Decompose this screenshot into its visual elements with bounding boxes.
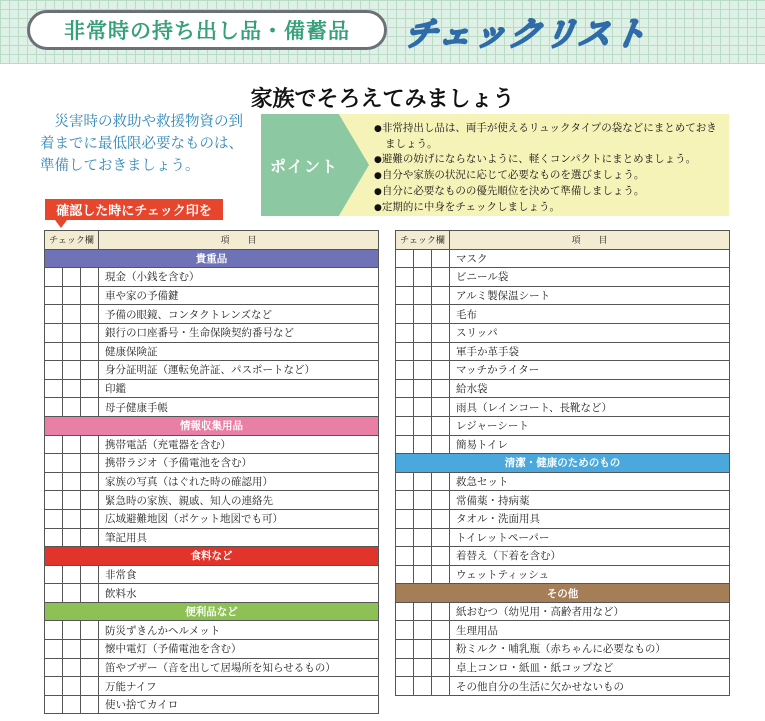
check-box[interactable] bbox=[81, 342, 99, 361]
check-box[interactable] bbox=[432, 323, 450, 342]
item-label: レジャーシート bbox=[450, 416, 730, 435]
check-box[interactable] bbox=[63, 565, 81, 584]
table-header-row bbox=[45, 231, 379, 250]
right-checklist-table bbox=[395, 230, 730, 696]
checklist-row bbox=[45, 435, 379, 454]
check-box[interactable] bbox=[414, 379, 432, 398]
check-box[interactable] bbox=[432, 491, 450, 510]
check-box[interactable] bbox=[63, 658, 81, 677]
item-label: 常備薬・持病薬 bbox=[450, 491, 730, 510]
category-row-hygiene bbox=[396, 454, 730, 473]
check-box[interactable] bbox=[396, 398, 414, 417]
checklist-row bbox=[45, 323, 379, 342]
check-box[interactable] bbox=[81, 435, 99, 454]
item-label: 緊急時の家族、親戚、知人の連絡先 bbox=[99, 491, 379, 510]
category-row-valuables bbox=[45, 249, 379, 268]
check-box[interactable] bbox=[63, 435, 81, 454]
check-box[interactable] bbox=[63, 286, 81, 305]
point-list bbox=[374, 121, 724, 216]
checklist-row bbox=[396, 249, 730, 268]
item-label: 懐中電灯（予備電池を含む） bbox=[99, 640, 379, 659]
checklist-row bbox=[396, 565, 730, 584]
check-box[interactable] bbox=[396, 472, 414, 491]
check-box[interactable] bbox=[396, 658, 414, 677]
check-box[interactable] bbox=[414, 286, 432, 305]
checklist-row bbox=[45, 621, 379, 640]
check-box[interactable] bbox=[396, 268, 414, 287]
category-title: 清潔・健康のためのもの bbox=[396, 454, 730, 473]
check-box[interactable] bbox=[63, 323, 81, 342]
page-subtitle: 家族でそろえてみましょう bbox=[250, 87, 515, 112]
point-item: ● 自分や家族の状況に応じて必要なものを選びましょう。 bbox=[374, 168, 724, 184]
check-box[interactable] bbox=[45, 361, 63, 380]
item-label: 卓上コンロ・紙皿・紙コップなど bbox=[450, 658, 730, 677]
check-box[interactable] bbox=[396, 509, 414, 528]
check-box[interactable] bbox=[432, 398, 450, 417]
item-label: トイレットペーパー bbox=[450, 528, 730, 547]
check-box[interactable] bbox=[81, 305, 99, 324]
checklist-row bbox=[45, 584, 379, 603]
check-box[interactable] bbox=[45, 435, 63, 454]
checklist-row bbox=[45, 342, 379, 361]
check-box[interactable] bbox=[81, 695, 99, 714]
check-box[interactable] bbox=[81, 584, 99, 603]
check-box[interactable] bbox=[45, 472, 63, 491]
item-label: その他自分の生活に欠かせないもの bbox=[450, 677, 730, 696]
item-label: 軍手か革手袋 bbox=[450, 342, 730, 361]
check-box[interactable] bbox=[81, 472, 99, 491]
check-box[interactable] bbox=[81, 565, 99, 584]
category-row-info-gathering bbox=[45, 416, 379, 435]
check-box[interactable] bbox=[63, 584, 81, 603]
check-box[interactable] bbox=[81, 658, 99, 677]
check-box[interactable] bbox=[414, 528, 432, 547]
item-label: 健康保険証 bbox=[99, 342, 379, 361]
check-box[interactable] bbox=[414, 547, 432, 566]
check-box[interactable] bbox=[63, 509, 81, 528]
item-label: 雨具（レインコート、長靴など） bbox=[450, 398, 730, 417]
check-box[interactable] bbox=[432, 621, 450, 640]
category-title: 食料など bbox=[45, 547, 379, 566]
check-column-header: チェック欄 bbox=[45, 231, 99, 250]
check-box[interactable] bbox=[63, 379, 81, 398]
item-label: 銀行の口座番号・生命保険契約番号など bbox=[99, 323, 379, 342]
check-box[interactable] bbox=[414, 268, 432, 287]
check-box[interactable] bbox=[414, 305, 432, 324]
check-box[interactable] bbox=[45, 398, 63, 417]
check-column-header: チェック欄 bbox=[396, 231, 450, 250]
check-box[interactable] bbox=[414, 323, 432, 342]
check-box[interactable] bbox=[63, 398, 81, 417]
check-box[interactable] bbox=[81, 677, 99, 696]
check-box[interactable] bbox=[432, 435, 450, 454]
check-box[interactable] bbox=[414, 249, 432, 268]
point-item: ● 定期的に中身をチェックしましょう。 bbox=[374, 200, 724, 216]
item-label: 防災ずきんかヘルメット bbox=[99, 621, 379, 640]
checklist-row bbox=[45, 509, 379, 528]
check-box[interactable] bbox=[45, 305, 63, 324]
check-box[interactable] bbox=[63, 305, 81, 324]
check-box[interactable] bbox=[432, 677, 450, 696]
check-box[interactable] bbox=[81, 268, 99, 287]
checklist-row bbox=[396, 472, 730, 491]
point-item: ● 自分に必要なものの優先順位を決めて準備しましょう。 bbox=[374, 184, 724, 200]
item-label: 紙おむつ（幼児用・高齢者用など） bbox=[450, 602, 730, 621]
check-box[interactable] bbox=[414, 491, 432, 510]
check-box[interactable] bbox=[45, 286, 63, 305]
check-box[interactable] bbox=[45, 454, 63, 473]
check-box[interactable] bbox=[396, 528, 414, 547]
item-label: 家族の写真（はぐれた時の確認用） bbox=[99, 472, 379, 491]
item-label: 飲料水 bbox=[99, 584, 379, 603]
check-box[interactable] bbox=[396, 416, 414, 435]
check-box[interactable] bbox=[432, 658, 450, 677]
category-row-convenience bbox=[45, 602, 379, 621]
check-box[interactable] bbox=[81, 323, 99, 342]
check-box[interactable] bbox=[45, 658, 63, 677]
check-instruction-banner: 確認した時にチェック印を bbox=[45, 199, 223, 220]
check-box[interactable] bbox=[81, 286, 99, 305]
checklist-row bbox=[45, 268, 379, 287]
category-row-food bbox=[45, 547, 379, 566]
checklist-row bbox=[396, 398, 730, 417]
check-box[interactable] bbox=[432, 640, 450, 659]
item-label: マスク bbox=[450, 249, 730, 268]
check-box[interactable] bbox=[45, 677, 63, 696]
check-box[interactable] bbox=[414, 658, 432, 677]
check-box[interactable] bbox=[45, 584, 63, 603]
item-column-header: 項 目 bbox=[99, 231, 379, 250]
item-label: タオル・洗面用具 bbox=[450, 509, 730, 528]
item-label: 印鑑 bbox=[99, 379, 379, 398]
checklist-row bbox=[396, 416, 730, 435]
check-box[interactable] bbox=[414, 621, 432, 640]
check-box[interactable] bbox=[414, 565, 432, 584]
check-box[interactable] bbox=[432, 361, 450, 380]
item-label: 母子健康手帳 bbox=[99, 398, 379, 417]
item-column-header: 項 目 bbox=[450, 231, 730, 250]
checklist-row bbox=[396, 677, 730, 696]
checklist-row bbox=[45, 305, 379, 324]
item-label: 生理用品 bbox=[450, 621, 730, 640]
category-row-other bbox=[396, 584, 730, 603]
check-box[interactable] bbox=[45, 509, 63, 528]
check-box[interactable] bbox=[432, 286, 450, 305]
check-box[interactable] bbox=[432, 528, 450, 547]
check-box[interactable] bbox=[396, 305, 414, 324]
check-box[interactable] bbox=[81, 454, 99, 473]
check-box[interactable] bbox=[63, 621, 81, 640]
check-box[interactable] bbox=[432, 379, 450, 398]
check-box[interactable] bbox=[414, 361, 432, 380]
intro-text: 災害時の救助や救援物資の到着までに最低限必要なものは、準備しておきましょう。 bbox=[40, 114, 243, 174]
category-title: その他 bbox=[396, 584, 730, 603]
check-box[interactable] bbox=[45, 565, 63, 584]
checklist-row bbox=[396, 435, 730, 454]
category-title: 情報収集用品 bbox=[45, 416, 379, 435]
checklist-row bbox=[396, 658, 730, 677]
check-box[interactable] bbox=[414, 677, 432, 696]
check-box[interactable] bbox=[432, 602, 450, 621]
checklist-row bbox=[396, 286, 730, 305]
checklist-row bbox=[45, 361, 379, 380]
check-box[interactable] bbox=[45, 342, 63, 361]
item-label: 携帯電話（充電器を含む） bbox=[99, 435, 379, 454]
check-box[interactable] bbox=[63, 361, 81, 380]
check-box[interactable] bbox=[63, 677, 81, 696]
checklist-row bbox=[45, 640, 379, 659]
check-box[interactable] bbox=[396, 323, 414, 342]
point-label: ポイント bbox=[270, 157, 339, 176]
check-box[interactable] bbox=[45, 695, 63, 714]
check-box[interactable] bbox=[432, 249, 450, 268]
item-label: 救急セット bbox=[450, 472, 730, 491]
item-label: 毛布 bbox=[450, 305, 730, 324]
checklist-row bbox=[396, 379, 730, 398]
check-box[interactable] bbox=[45, 323, 63, 342]
item-label: 筆記用具 bbox=[99, 528, 379, 547]
checklist-row bbox=[45, 398, 379, 417]
check-box[interactable] bbox=[63, 268, 81, 287]
item-label: ビニール袋 bbox=[450, 268, 730, 287]
check-box[interactable] bbox=[396, 547, 414, 566]
check-box[interactable] bbox=[414, 435, 432, 454]
check-box[interactable] bbox=[45, 491, 63, 510]
check-box[interactable] bbox=[81, 621, 99, 640]
left-checklist-table bbox=[44, 230, 379, 714]
checklist-row bbox=[45, 472, 379, 491]
check-box[interactable] bbox=[414, 472, 432, 491]
checklist-row bbox=[45, 491, 379, 510]
item-label: 着替え（下着を含む） bbox=[450, 547, 730, 566]
check-box[interactable] bbox=[396, 361, 414, 380]
check-box[interactable] bbox=[432, 305, 450, 324]
check-box[interactable] bbox=[432, 472, 450, 491]
check-box[interactable] bbox=[396, 491, 414, 510]
check-box[interactable] bbox=[396, 621, 414, 640]
checklist-row bbox=[396, 547, 730, 566]
checklist-row bbox=[396, 268, 730, 287]
checklist-row bbox=[45, 379, 379, 398]
checklist-row bbox=[396, 305, 730, 324]
checklist-row bbox=[45, 658, 379, 677]
check-box[interactable] bbox=[414, 640, 432, 659]
item-label: マッチかライター bbox=[450, 361, 730, 380]
item-label: 給水袋 bbox=[450, 379, 730, 398]
table-header-row bbox=[396, 231, 730, 250]
item-label: 広域避難地図（ポケット地図でも可） bbox=[99, 509, 379, 528]
point-item: ● 非常持出し品は、両手が使えるリュックタイプの袋などにまとめておきましょう。 bbox=[374, 121, 724, 152]
check-box[interactable] bbox=[81, 379, 99, 398]
checklist-row bbox=[45, 454, 379, 473]
check-box[interactable] bbox=[63, 454, 81, 473]
item-label: 粉ミルク・哺乳瓶（赤ちゃんに必要なもの） bbox=[450, 640, 730, 659]
checklist-row bbox=[45, 528, 379, 547]
check-box[interactable] bbox=[81, 361, 99, 380]
check-box[interactable] bbox=[81, 509, 99, 528]
check-box[interactable] bbox=[63, 491, 81, 510]
checklist-row bbox=[396, 640, 730, 659]
check-box[interactable] bbox=[81, 640, 99, 659]
item-label: アルミ製保温シート bbox=[450, 286, 730, 305]
check-box[interactable] bbox=[63, 342, 81, 361]
checklist-row bbox=[396, 491, 730, 510]
check-box[interactable] bbox=[414, 398, 432, 417]
checklist-row bbox=[396, 323, 730, 342]
check-box[interactable] bbox=[432, 547, 450, 566]
check-box[interactable] bbox=[432, 509, 450, 528]
item-label: 笛やブザー（音を出して居場所を知らせるもの） bbox=[99, 658, 379, 677]
check-box[interactable] bbox=[45, 621, 63, 640]
check-box[interactable] bbox=[81, 528, 99, 547]
check-box[interactable] bbox=[45, 640, 63, 659]
check-box[interactable] bbox=[81, 398, 99, 417]
checklist-row bbox=[396, 342, 730, 361]
check-box[interactable] bbox=[432, 565, 450, 584]
item-label: 使い捨てカイロ bbox=[99, 695, 379, 714]
check-box[interactable] bbox=[414, 416, 432, 435]
check-box[interactable] bbox=[396, 249, 414, 268]
checklist-row bbox=[45, 677, 379, 696]
checklist-row bbox=[396, 361, 730, 380]
item-label: 携帯ラジオ（予備電池を含む） bbox=[99, 454, 379, 473]
item-label: ウェットティッシュ bbox=[450, 565, 730, 584]
check-box[interactable] bbox=[63, 695, 81, 714]
check-box[interactable] bbox=[396, 342, 414, 361]
checklist-row bbox=[45, 695, 379, 714]
check-box[interactable] bbox=[414, 509, 432, 528]
check-box[interactable] bbox=[396, 286, 414, 305]
check-box[interactable] bbox=[63, 640, 81, 659]
checklist-row bbox=[45, 565, 379, 584]
point-item: ● 避難の妨げにならないように、軽くコンパクトにまとめましょう。 bbox=[374, 152, 724, 168]
check-box[interactable] bbox=[63, 472, 81, 491]
category-title: 貴重品 bbox=[45, 249, 379, 268]
check-box[interactable] bbox=[414, 602, 432, 621]
checklist-row bbox=[396, 509, 730, 528]
check-box[interactable] bbox=[396, 379, 414, 398]
check-box[interactable] bbox=[396, 677, 414, 696]
check-box[interactable] bbox=[45, 528, 63, 547]
checklist-row bbox=[396, 621, 730, 640]
checklist-row bbox=[396, 528, 730, 547]
category-title: 便利品など bbox=[45, 602, 379, 621]
item-label: 身分証明証（運転免許証、パスポートなど） bbox=[99, 361, 379, 380]
check-box[interactable] bbox=[396, 640, 414, 659]
item-label: 簡易トイレ bbox=[450, 435, 730, 454]
header-pill-title: 非常時の持ち出し品・備蓄品 bbox=[27, 10, 387, 50]
check-box[interactable] bbox=[396, 602, 414, 621]
item-label: 現金（小銭を含む） bbox=[99, 268, 379, 287]
check-box[interactable] bbox=[432, 268, 450, 287]
item-label: 車や家の予備鍵 bbox=[99, 286, 379, 305]
check-box[interactable] bbox=[396, 565, 414, 584]
check-box[interactable] bbox=[432, 342, 450, 361]
check-box[interactable] bbox=[45, 379, 63, 398]
check-box[interactable] bbox=[45, 268, 63, 287]
item-label: スリッパ bbox=[450, 323, 730, 342]
check-box[interactable] bbox=[414, 342, 432, 361]
checklist-title: チェックリスト bbox=[401, 14, 651, 53]
checklist-row bbox=[45, 286, 379, 305]
item-label: 非常食 bbox=[99, 565, 379, 584]
check-box[interactable] bbox=[396, 435, 414, 454]
check-box[interactable] bbox=[63, 528, 81, 547]
check-box[interactable] bbox=[81, 491, 99, 510]
check-box[interactable] bbox=[432, 416, 450, 435]
item-label: 予備の眼鏡、コンタクトレンズなど bbox=[99, 305, 379, 324]
item-label: 万能ナイフ bbox=[99, 677, 379, 696]
checklist-row bbox=[396, 602, 730, 621]
